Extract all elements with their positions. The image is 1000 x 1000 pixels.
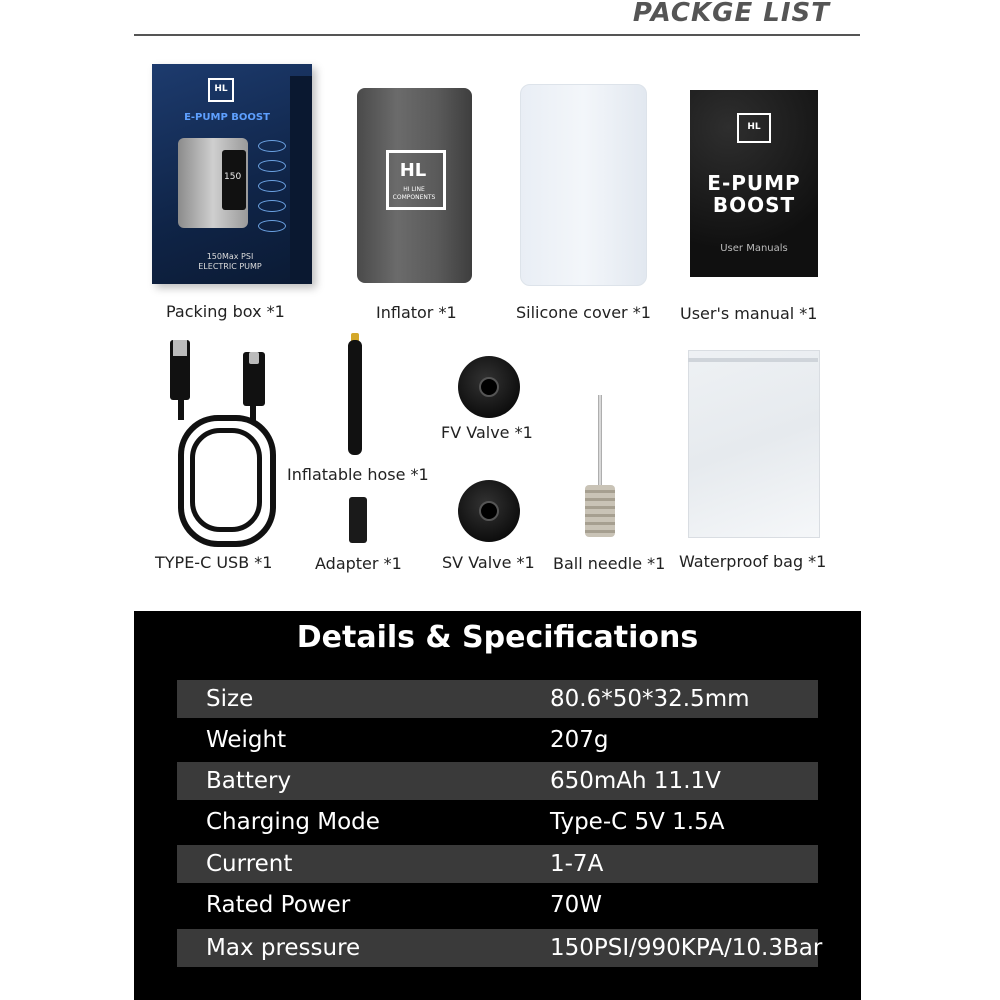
inflator-caption: Inflator *1 xyxy=(376,303,457,322)
section-header xyxy=(134,0,860,36)
spec-row xyxy=(177,886,818,924)
spec-row xyxy=(177,680,818,718)
feature-icon xyxy=(258,140,286,152)
box-subtitle xyxy=(182,252,278,272)
spec-row xyxy=(177,845,818,883)
bag-zip-seal xyxy=(688,358,818,362)
feature-icon xyxy=(258,160,286,172)
manual-title: E-PUMP BOOST xyxy=(707,171,801,217)
valve-hole xyxy=(479,377,499,397)
valve-hole xyxy=(479,501,499,521)
spec-value: 1-7A xyxy=(550,851,604,877)
spec-value: 150PSI/990KPA/10.3Bar xyxy=(550,935,823,961)
inflator-logo: HL xyxy=(399,160,427,181)
usb-c-tip xyxy=(249,352,259,364)
adapter-image xyxy=(349,497,367,543)
spec-label: Weight xyxy=(206,727,287,753)
spec-value: 80.6*50*32.5mm xyxy=(550,686,750,712)
manual-logo: HL xyxy=(737,113,771,143)
spec-label: Rated Power xyxy=(206,892,351,918)
bag-body xyxy=(688,350,820,538)
box-subtitle-line: ELECTRIC PUMP xyxy=(198,262,262,271)
cable-coil xyxy=(190,428,262,532)
users-manual-caption: User's manual *1 xyxy=(680,304,818,323)
box-brand-text: E-PUMP BOOST xyxy=(184,112,270,123)
spec-row xyxy=(177,762,818,800)
box-subtitle-line: 150Max PSI xyxy=(206,252,254,261)
spec-row xyxy=(177,803,818,841)
needle-shaft xyxy=(598,395,602,485)
fv-valve-caption: FV Valve *1 xyxy=(441,423,533,442)
packing-box-caption: Packing box *1 xyxy=(166,302,285,321)
spec-label: Charging Mode xyxy=(206,809,380,835)
inflator-logo-sub: HI LINE COMPONENTS xyxy=(392,186,436,201)
type-c-usb-caption: TYPE-C USB *1 xyxy=(155,553,273,572)
spec-row xyxy=(177,929,823,967)
waterproof-bag-caption: Waterproof bag *1 xyxy=(679,552,827,571)
box-side xyxy=(290,76,312,280)
inflatable-hose-caption: Inflatable hose *1 xyxy=(287,465,429,484)
hose-body xyxy=(348,340,362,455)
spec-value: Type-C 5V 1.5A xyxy=(550,809,725,835)
feature-icon xyxy=(258,200,286,212)
spec-value: 70W xyxy=(550,892,603,918)
spec-label: Battery xyxy=(206,768,292,794)
ball-needle-caption: Ball needle *1 xyxy=(553,554,666,573)
spec-row xyxy=(177,721,818,759)
spec-value: 207g xyxy=(550,727,609,753)
specs-title: Details & Specifications xyxy=(296,620,699,655)
spec-label: Size xyxy=(206,686,254,712)
spec-label: Max pressure xyxy=(206,935,361,961)
cable-wire xyxy=(178,398,184,420)
feature-icon xyxy=(258,180,286,192)
feature-icon xyxy=(258,220,286,232)
box-screen-value: 150 xyxy=(224,172,242,182)
manual-subtitle: User Manuals xyxy=(720,243,788,254)
adapter-caption: Adapter *1 xyxy=(315,554,402,573)
page-title: PACKGE LIST xyxy=(632,0,830,28)
brand-logo: HL xyxy=(208,78,234,102)
spec-value: 650mAh 11.1V xyxy=(550,768,721,794)
spec-label: Current xyxy=(206,851,293,877)
silicone-cover-image xyxy=(520,84,647,286)
sv-valve-caption: SV Valve *1 xyxy=(442,553,535,572)
silicone-cover-caption: Silicone cover *1 xyxy=(516,303,651,322)
needle-base xyxy=(585,485,615,537)
usb-a-tip xyxy=(173,340,187,356)
